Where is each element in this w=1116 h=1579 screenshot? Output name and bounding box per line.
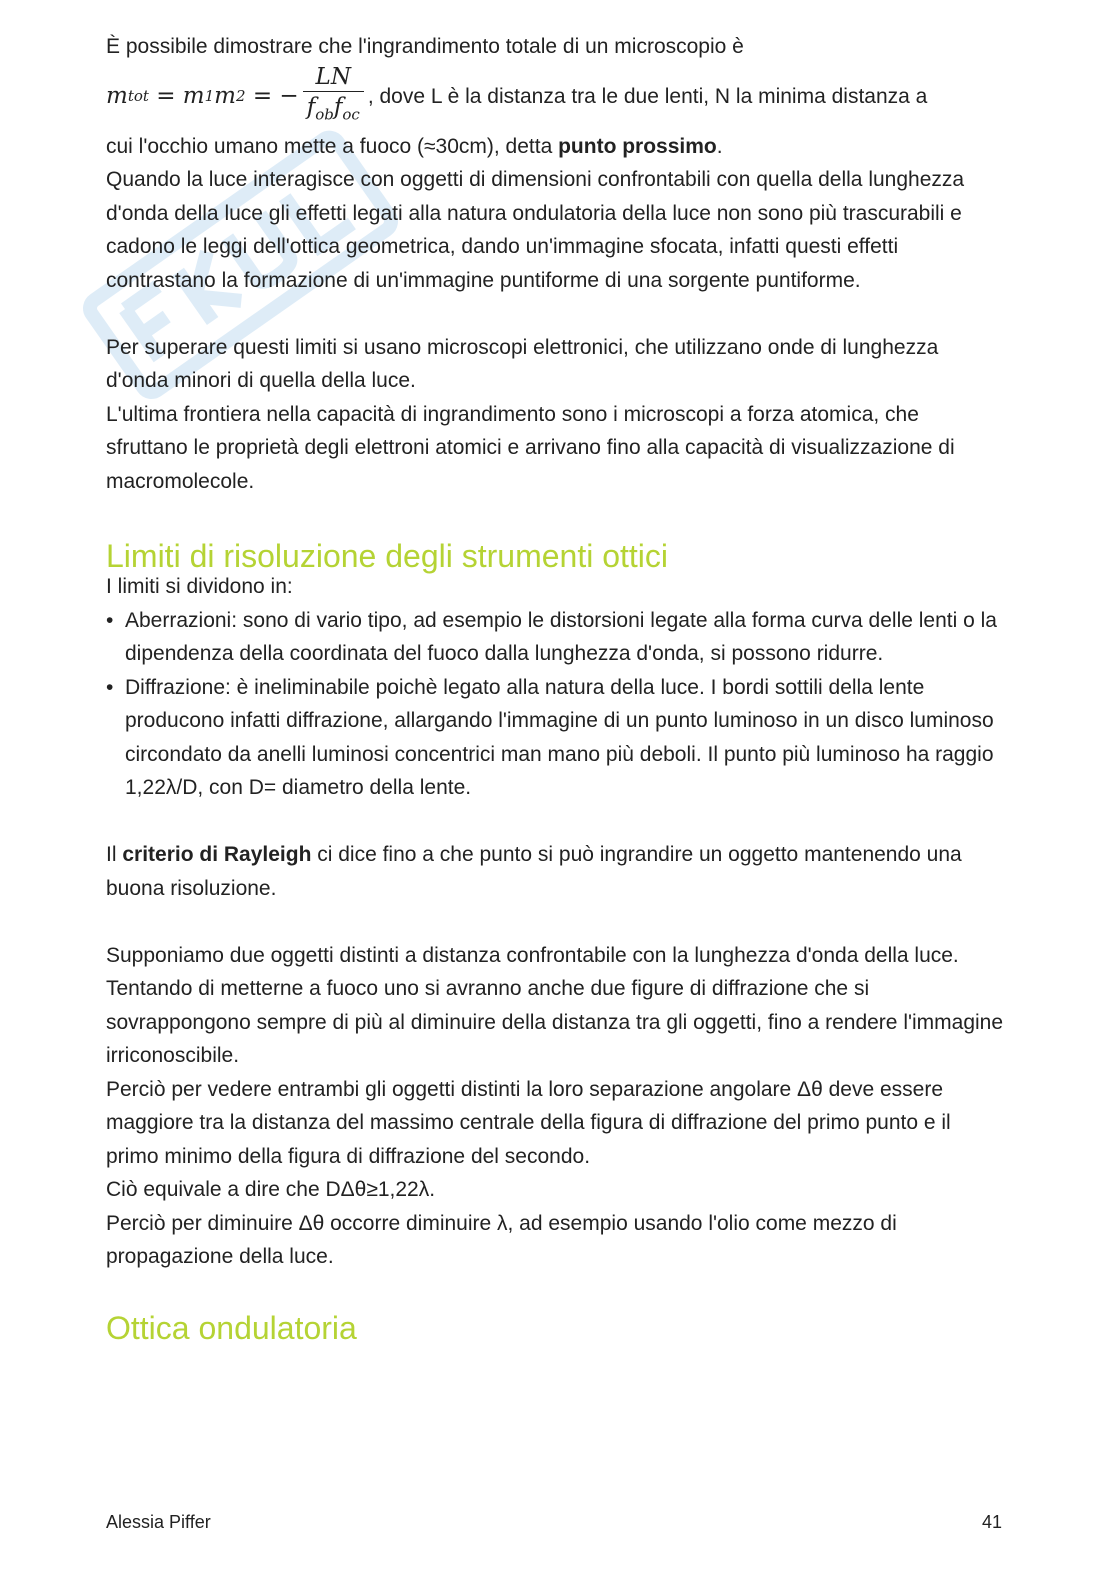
rayleigh-pre: Il bbox=[106, 843, 123, 866]
formula-fraction bbox=[303, 63, 364, 130]
paragraph-suppose: Supponiamo due oggetti distinti a distanza confrontabile con la lunghezza d'onda della luce. bbox=[106, 943, 959, 967]
formula-m: m bbox=[106, 82, 128, 109]
spacer bbox=[106, 1274, 1006, 1308]
paragraph-wave-nature: Quando la luce interagisce con oggetti di dimensioni confrontabili con quella della lunghezza d'onda della luce gli effetti legati alla natura ondulatoria della luce non sono più trascurabili e cadono le leggi dell'ottica geometrica, dando un'immagine sfocata, infatti questi effetti contrastano la formazione di un'immagine puntiforme di una sorgente puntiforme. bbox=[106, 168, 965, 292]
formula-sub-oc: oc bbox=[342, 105, 360, 124]
paragraph-near-point bbox=[106, 130, 1006, 164]
spacer bbox=[106, 805, 1006, 839]
paragraph-reduce-wavelength: Perciò per diminuire Δθ occorre diminuire λ, ad esempio usando l'olio come mezzo di propagazione della luce. bbox=[106, 1211, 897, 1268]
formula-sub-tot: tot bbox=[127, 86, 149, 105]
page-number: 41 bbox=[981, 1512, 1002, 1532]
limits-list bbox=[106, 604, 1006, 805]
formula-f-ob: f bbox=[306, 94, 316, 121]
paragraph-angular-separation: Perciò per vedere entrambi gli oggetti distinti la loro separazione angolare Δθ deve essere maggiore tra la distanza del massimo centrale della figura di diffrazione del primo punto e il primo minimo della figura di diffrazione del secondo. bbox=[106, 1077, 951, 1168]
list-item: • Aberrazioni: sono di vario tipo, ad esempio le distorsioni legate alla forma curva delle lenti o la dipendenza della coordinata del fuoco dalla lunghezza d'onda, si possono ridurre. bbox=[106, 604, 1006, 671]
formula-eq2: = − bbox=[252, 82, 299, 109]
paragraph-rayleigh bbox=[106, 838, 1006, 905]
section-title-wave-optics: Ottica ondulatoria bbox=[106, 1309, 357, 1346]
magnification-formula bbox=[106, 63, 368, 130]
formula-sub-ob: ob bbox=[315, 105, 334, 124]
rayleigh-post: ci dice fino a che punto si può ingrandire un oggetto mantenendo una buona risoluzione. bbox=[106, 843, 962, 900]
paragraph-atomic-force: L'ultima frontiera nella capacità di ingrandimento sono i microscopi a forza atomica, che sfruttano le proprietà degli elettroni atomici e arrivano fino alla capacità di visualizzazione di macromolecole. bbox=[106, 402, 955, 493]
spacer bbox=[106, 905, 1006, 939]
document-body bbox=[106, 30, 1006, 1348]
formula-f-oc: f bbox=[333, 94, 343, 121]
near-point-period: . bbox=[716, 134, 723, 158]
formula-denominator bbox=[303, 91, 364, 130]
formula-sub-2: 2 bbox=[235, 86, 246, 105]
footer-author: Alessia Piffer bbox=[106, 1512, 211, 1532]
formula-numerator: LN bbox=[315, 64, 351, 91]
formula-spacer bbox=[149, 80, 156, 114]
formula-spacer bbox=[246, 80, 253, 114]
list-item: • Diffrazione: è ineliminabile poichè legato alla natura della luce. I bordi sottili della lente producono infatti diffrazione, allargando l'immagine di un punto luminoso in un disco luminoso circondato da anelli luminosi concentrici man mano più deboli. Il punto più luminoso ha raggio 1,22λ/D, con D= diametro della lente. bbox=[106, 671, 1006, 805]
near-point-term: punto prossimo bbox=[558, 134, 717, 158]
formula-sub-1: 1 bbox=[204, 86, 215, 105]
paragraph-formula-continuation: , dove L è la distanza tra le due lenti, N la minima distanza a bbox=[367, 84, 928, 108]
paragraph-equivalence: Ciò equivale a dire che DΔθ≥1,22λ. bbox=[106, 1178, 436, 1201]
spacer bbox=[106, 498, 1006, 536]
formula-m2: m bbox=[214, 82, 236, 109]
formula-line bbox=[106, 64, 1006, 130]
paragraph-limits-intro: I limiti si dividono in: bbox=[106, 575, 293, 598]
paragraph-intro: È possibile dimostrare che l'ingrandimento totale di un microscopio è bbox=[106, 35, 744, 58]
formula-eq1: = m bbox=[156, 82, 205, 109]
rayleigh-term: criterio di Rayleigh bbox=[122, 843, 312, 866]
paragraph-attempt: Tentando di metterne a fuoco uno si avranno anche due figure di diffrazione che si sovrappongono sempre di più al diminuire della distanza tra gli oggetti, fino a rendere l'immagine irriconoscibile. bbox=[106, 977, 1004, 1067]
near-point-text: cui l'occhio umano mette a fuoco (≈30cm), detta bbox=[106, 134, 559, 158]
spacer bbox=[106, 297, 1006, 331]
section-title-resolution-limits: Limiti di risoluzione degli strumenti ottici bbox=[106, 538, 668, 574]
page-footer bbox=[106, 1512, 1002, 1533]
paragraph-electron-microscopes: Per superare questi limiti si usano microscopi elettronici, che utilizzano onde di lunghezza d'onda minori di quella della luce. bbox=[106, 335, 939, 392]
